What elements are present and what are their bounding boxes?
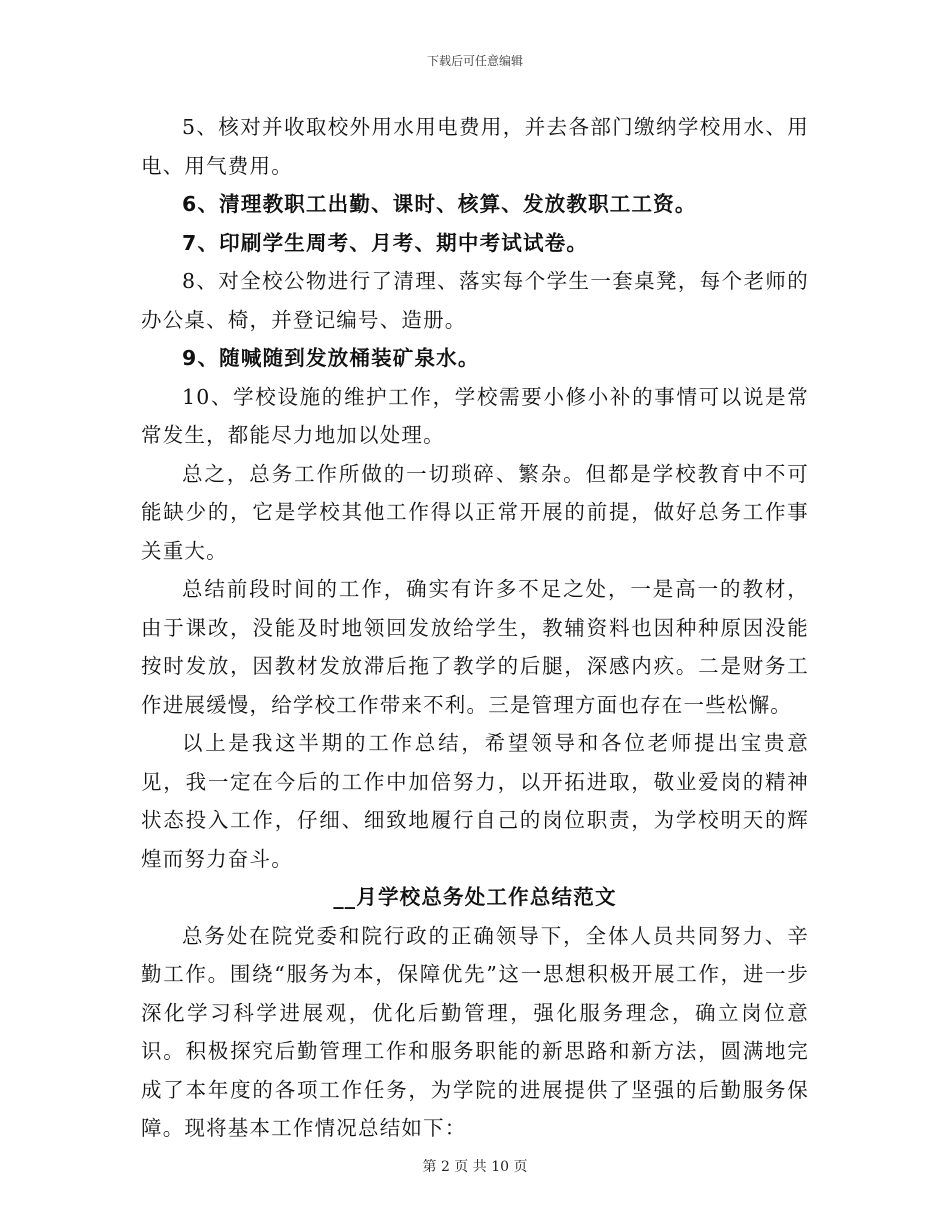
page-header: 下载后可任意编辑 — [426, 54, 523, 68]
paragraph-shortcomings: 总结前段时间的工作，确实有许多不足之处，一是高一的教材，由于课改，没能及时地领回发放给学生，教辅资料也因种种原因没能按时发放，因教材发放滞后拖了教学的后腿，深感内疚。二是财务工作进展缓慢，给学校工作带来不利。三是管理方面也存在一些松懈。 — [141, 577, 809, 717]
paragraph-summary: 总之，总务工作所做的一切琐碎、繁杂。但都是学校教育中不可能缺少的，它是学校其他工作得以正常开展的前提，做好总务工作事关重大。 — [141, 461, 809, 563]
paragraph-intro: 总务处在院党委和院行政的正确领导下，全体人员共同努力、辛勤工作。围绕“服务为本，保障优先”这一思想积极开展工作，进一步深化学习科学进展观，优化后勤管理，强化服务理念，确立岗位意识。积极探究后勤管理工作和服务职能的新思路和新方法，圆满地完成了本年度的各项工作任务，为学院的进展提供了坚强的后勤服务保障。现将基本工作情况总结如下： — [141, 923, 809, 1140]
paragraph-closing: 以上是我这半期的工作总结，希望领导和各位老师提出宝贵意见，我一定在今后的工作中加倍努力，以开拓进取，敬业爱岗的精神状态投入工作，仔细、细致地履行自己的岗位职责，为学校明天的辉煌而努力奋斗。 — [141, 731, 809, 871]
paragraph-item-8: 8、对全校公物进行了清理、落实每个学生一套桌凳，每个老师的办公桌、椅，并登记编号、造册。 — [141, 269, 809, 332]
document-body — [141, 108, 809, 1148]
section-title: __月学校总务处工作总结范文 — [333, 885, 617, 909]
paragraph-item-10: 10、学校设施的维护工作，学校需要小修小补的事情可以说是常常发生，都能尽力地加以处理。 — [141, 384, 809, 447]
paragraph-item-6: 6、清理教职工出勤、课时、核算、发放教职工工资。 — [182, 192, 697, 216]
paragraph-item-7: 7、印刷学生周考、月考、期中考试试卷。 — [182, 230, 589, 255]
page-number: 第 2 页 共 10 页 — [422, 1159, 528, 1175]
paragraph-item-5: 5、核对并收取校外用水用电费用，并去各部门缴纳学校用水、用电、用气费用。 — [141, 115, 809, 178]
paragraph-item-9: 9、随喊随到发放桶装矿泉水。 — [182, 346, 480, 370]
